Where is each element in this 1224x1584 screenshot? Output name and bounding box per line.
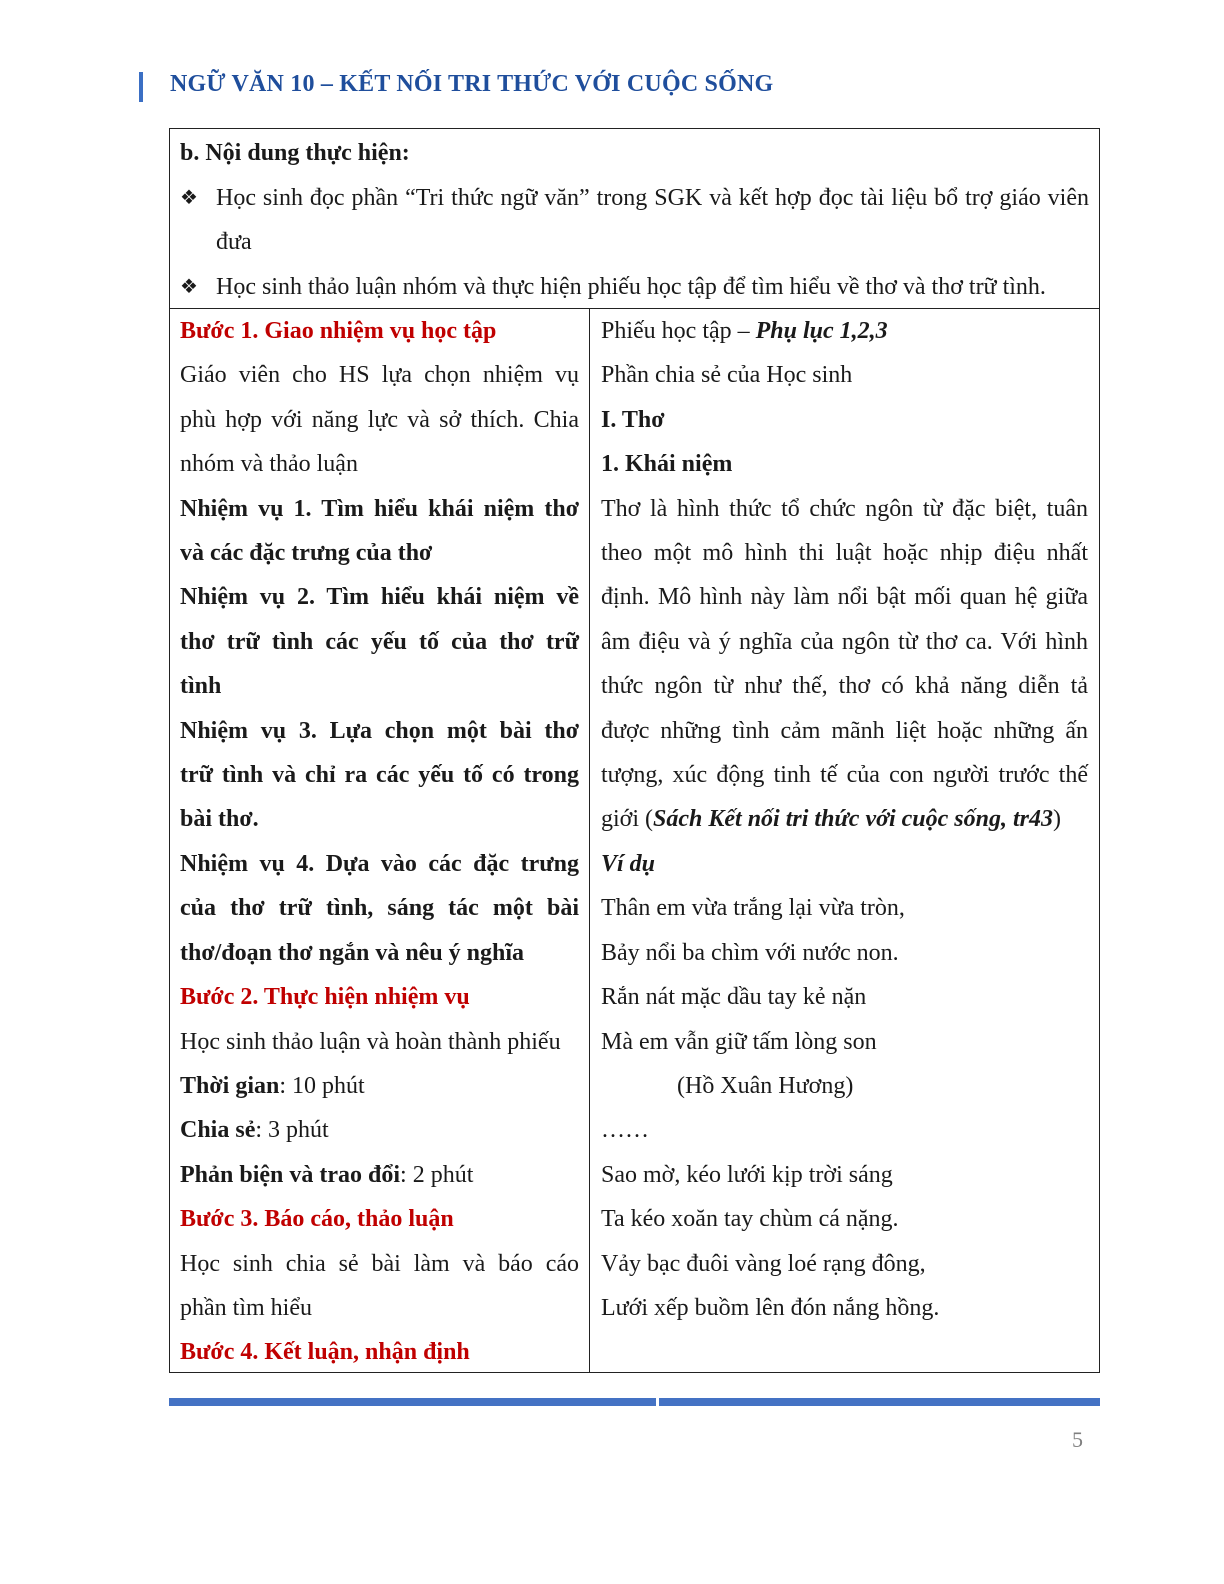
ellipsis: …… bbox=[601, 1117, 649, 1144]
source-prefix: giới ( bbox=[601, 806, 654, 833]
task-1-line-2: và các đặc trưng của thơ bbox=[180, 540, 433, 567]
page-number: 5 bbox=[1072, 1427, 1083, 1452]
header-accent-bar bbox=[139, 72, 143, 102]
poem-2-line-4: Lưới xếp buồm lên đón nắng hồng. bbox=[601, 1294, 940, 1321]
poem-author: (Hồ Xuân Hương) bbox=[677, 1072, 854, 1099]
worksheet-prefix: Phiếu học tập – bbox=[601, 318, 756, 344]
bullet-text-1: Học sinh đọc phần “Tri thức ngữ văn” trong SGK và kết hợp đọc tài liệu bổ trợ giáo viên đưa bbox=[216, 184, 1089, 256]
debate-value: : 2 phút bbox=[400, 1161, 474, 1188]
diamond-bullet-icon: ❖ bbox=[180, 275, 198, 298]
task-3-line-1: Nhiệm vụ 3. Lựa chọn một bài thơ bbox=[180, 717, 579, 744]
time-row bbox=[180, 1064, 579, 1108]
step-3-line-2: phần tìm hiểu bbox=[180, 1294, 312, 1321]
task-4-line-1: Nhiệm vụ 4. Dựa vào các đặc trưng bbox=[180, 850, 579, 877]
worksheet-line bbox=[601, 309, 1088, 353]
definition-line-6: được những tình cảm mãnh liệt hoặc những ấn bbox=[601, 717, 1088, 744]
intro-line-2: phù hợp với năng lực và sở thích. Chia bbox=[180, 406, 579, 433]
step-1-heading: Bước 1. Giao nhiệm vụ học tập bbox=[180, 318, 497, 344]
poem-1-line-2: Bảy nổi ba chìm với nước non. bbox=[601, 939, 899, 966]
student-products-column bbox=[590, 309, 1099, 1372]
definition-line-2: theo một mô hình thi luật hoặc nhịp điệu nhất bbox=[601, 540, 1088, 567]
section-i-heading: I. Thơ bbox=[601, 406, 665, 433]
bullet-text-2: Học sinh thảo luận nhóm và thực hiện phiếu học tập để tìm hiểu về thơ và thơ trữ tình. bbox=[216, 273, 1046, 300]
intro-line-1: Giáo viên cho HS lựa chọn nhiệm vụ bbox=[180, 362, 579, 389]
bullet-item-1 bbox=[180, 176, 1089, 265]
debate-label: Phản biện và trao đổi bbox=[180, 1161, 401, 1188]
definition-line-1: Thơ là hình thức tổ chức ngôn từ đặc biệt, tuân bbox=[601, 495, 1088, 522]
teacher-steps-column bbox=[170, 309, 590, 1372]
share-label: Chia sẻ bbox=[180, 1117, 256, 1144]
footer-rule bbox=[169, 1398, 1100, 1406]
intro-line-3: nhóm và thảo luận bbox=[180, 451, 358, 478]
task-3-line-3: bài thơ. bbox=[180, 806, 259, 833]
task-4-line-3: thơ/đoạn thơ ngắn và nêu ý nghĩa bbox=[180, 939, 525, 966]
poem-1-line-4: Mà em vẫn giữ tấm lòng son bbox=[601, 1028, 877, 1055]
time-label: Thời gian bbox=[180, 1072, 280, 1099]
step-2-heading: Bước 2. Thực hiện nhiệm vụ bbox=[180, 984, 470, 1011]
source-suffix: ) bbox=[1053, 806, 1061, 833]
poem-2-line-3: Vảy bạc đuôi vàng loé rạng đông, bbox=[601, 1250, 926, 1277]
step-3-heading: Bước 3. Báo cáo, thảo luận bbox=[180, 1206, 454, 1233]
poem-2-line-1: Sao mờ, kéo lưới kịp trời sáng bbox=[601, 1161, 893, 1188]
concept-heading: 1. Khái niệm bbox=[601, 451, 733, 478]
debate-row bbox=[180, 1153, 579, 1197]
task-2-line-1: Nhiệm vụ 2. Tìm hiểu khái niệm về bbox=[180, 584, 579, 611]
poem-1-line-1: Thân em vừa trắng lại vừa tròn, bbox=[601, 895, 905, 922]
content-description bbox=[170, 129, 1099, 309]
poem-2-line-2: Ta kéo xoăn tay chùm cá nặng. bbox=[601, 1206, 899, 1233]
student-share-line: Phần chia sẻ của Học sinh bbox=[601, 362, 853, 389]
definition-line-7: tượng, xúc động tinh tế của con người trước thế bbox=[601, 762, 1088, 789]
definition-line-5: thức ngôn từ như thế, thơ có khả năng diễn tả bbox=[601, 673, 1088, 700]
step-2-text: Học sinh thảo luận và hoàn thành phiếu bbox=[180, 1028, 561, 1055]
step-4-heading: Bước 4. Kết luận, nhận định bbox=[180, 1339, 470, 1366]
footer-rule-gap bbox=[656, 1398, 659, 1406]
share-value: : 3 phút bbox=[255, 1117, 329, 1144]
example-heading: Ví dụ bbox=[601, 850, 656, 877]
step-3-line-1: Học sinh chia sẻ bài làm và báo cáo bbox=[180, 1250, 579, 1277]
task-4-line-2: của thơ trữ tình, sáng tác một bài bbox=[180, 895, 579, 922]
content-table bbox=[169, 128, 1100, 1373]
worksheet-ref: Phụ lục 1,2,3 bbox=[755, 318, 888, 344]
definition-line-3: định. Mô hình này làm nổi bật mối quan hệ giữa bbox=[601, 584, 1088, 611]
bullet-item-2 bbox=[180, 265, 1089, 310]
share-row bbox=[180, 1108, 579, 1152]
time-value: : 10 phút bbox=[279, 1072, 365, 1099]
page-header-title: NGỮ VĂN 10 – KẾT NỐI TRI THỨC VỚI CUỘC SỐNG bbox=[170, 71, 774, 97]
diamond-bullet-icon: ❖ bbox=[180, 186, 198, 209]
section-heading: b. Nội dung thực hiện: bbox=[180, 140, 410, 166]
task-2-line-2: thơ trữ tình các yếu tố của thơ trữ bbox=[180, 628, 579, 655]
task-1-line-1: Nhiệm vụ 1. Tìm hiểu khái niệm thơ bbox=[180, 495, 579, 522]
task-2-line-3: tình bbox=[180, 673, 222, 700]
definition-line-8 bbox=[601, 797, 1088, 841]
definition-line-4: âm điệu và ý nghĩa của ngôn từ thơ ca. Với hình bbox=[601, 628, 1088, 655]
task-3-line-2: trữ tình và chỉ ra các yếu tố có trong bbox=[180, 762, 579, 789]
source-citation: Sách Kết nối tri thức với cuộc sống, tr43 bbox=[653, 806, 1053, 833]
poem-1-line-3: Rắn nát mặc dầu tay kẻ nặn bbox=[601, 984, 867, 1011]
